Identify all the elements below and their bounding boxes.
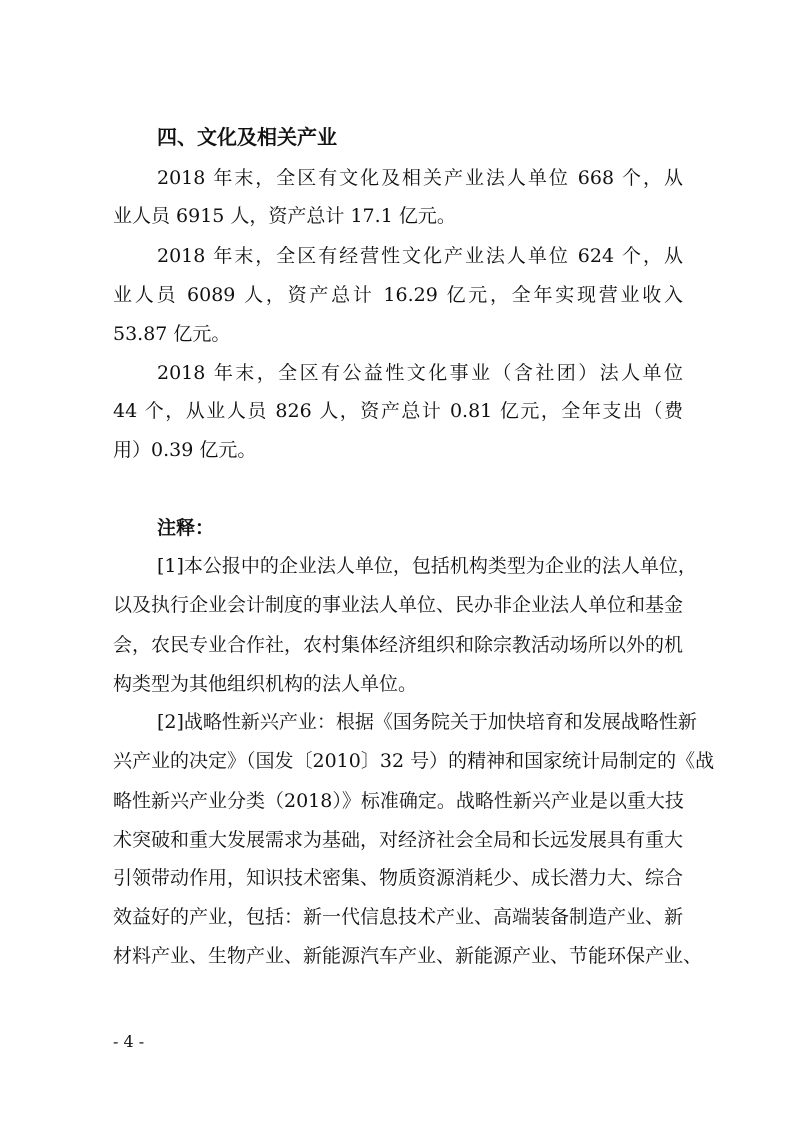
text-line: 材料产业、生物产业、新能源汽车产业、新能源产业、节能环保产业、 — [113, 945, 703, 967]
text-line: [2]战略性新兴产业：根据《国务院关于加快培育和发展战略性新 — [157, 711, 697, 733]
text-line: 53.87 亿元。 — [113, 323, 231, 345]
text-line: 44 个，从业人员 826 人，资产总计 0.81 亿元，全年支出（费 — [113, 400, 683, 422]
notes-title: 注释： — [157, 517, 215, 539]
text-line: 引领带动作用，知识技术密集、物质资源消耗少、成长潜力大、综合 — [113, 867, 684, 889]
text-line: 业人员 6089 人，资产总计 16.29 亿元，全年实现营业收入 — [113, 284, 683, 306]
text-line: 构类型为其他组织机构的法人单位。 — [113, 673, 418, 695]
text-line: 2018 年末，全区有文化及相关产业法人单位 668 个，从 — [157, 167, 683, 189]
text-line: 用）0.39 亿元。 — [113, 439, 257, 461]
text-line: [1]本公报中的企业法人单位，包括机构类型为企业的法人单位， — [157, 555, 697, 577]
text-line: 效益好的产业，包括：新一代信息技术产业、高端装备制造产业、新 — [113, 906, 684, 928]
section-title: 四、文化及相关产业 — [157, 125, 337, 149]
text-line: 会，农民专业合作社，农村集体经济组织和除宗教活动场所以外的机 — [113, 634, 684, 656]
text-line: 以及执行企业会计制度的事业法人单位、民办非企业法人单位和基金 — [113, 594, 684, 616]
text-line: 术突破和重大发展需求为基础，对经济社会全局和长远发展具有重大 — [113, 829, 684, 851]
text-line: 2018 年末，全区有公益性文化事业（含社团）法人单位 — [157, 362, 683, 384]
text-line: 兴产业的决定》（国发〔2010〕32 号）的精神和国家统计局制定的《战 — [113, 750, 715, 772]
page-number: - 4 - — [113, 1032, 145, 1051]
text-line: 业人员 6915 人，资产总计 17.1 亿元。 — [113, 205, 456, 227]
text-line: 2018 年末，全区有经营性文化产业法人单位 624 个，从 — [157, 245, 683, 267]
text-line: 略性新兴产业分类（2018）》标准确定。战略性新兴产业是以重大技 — [113, 790, 684, 812]
